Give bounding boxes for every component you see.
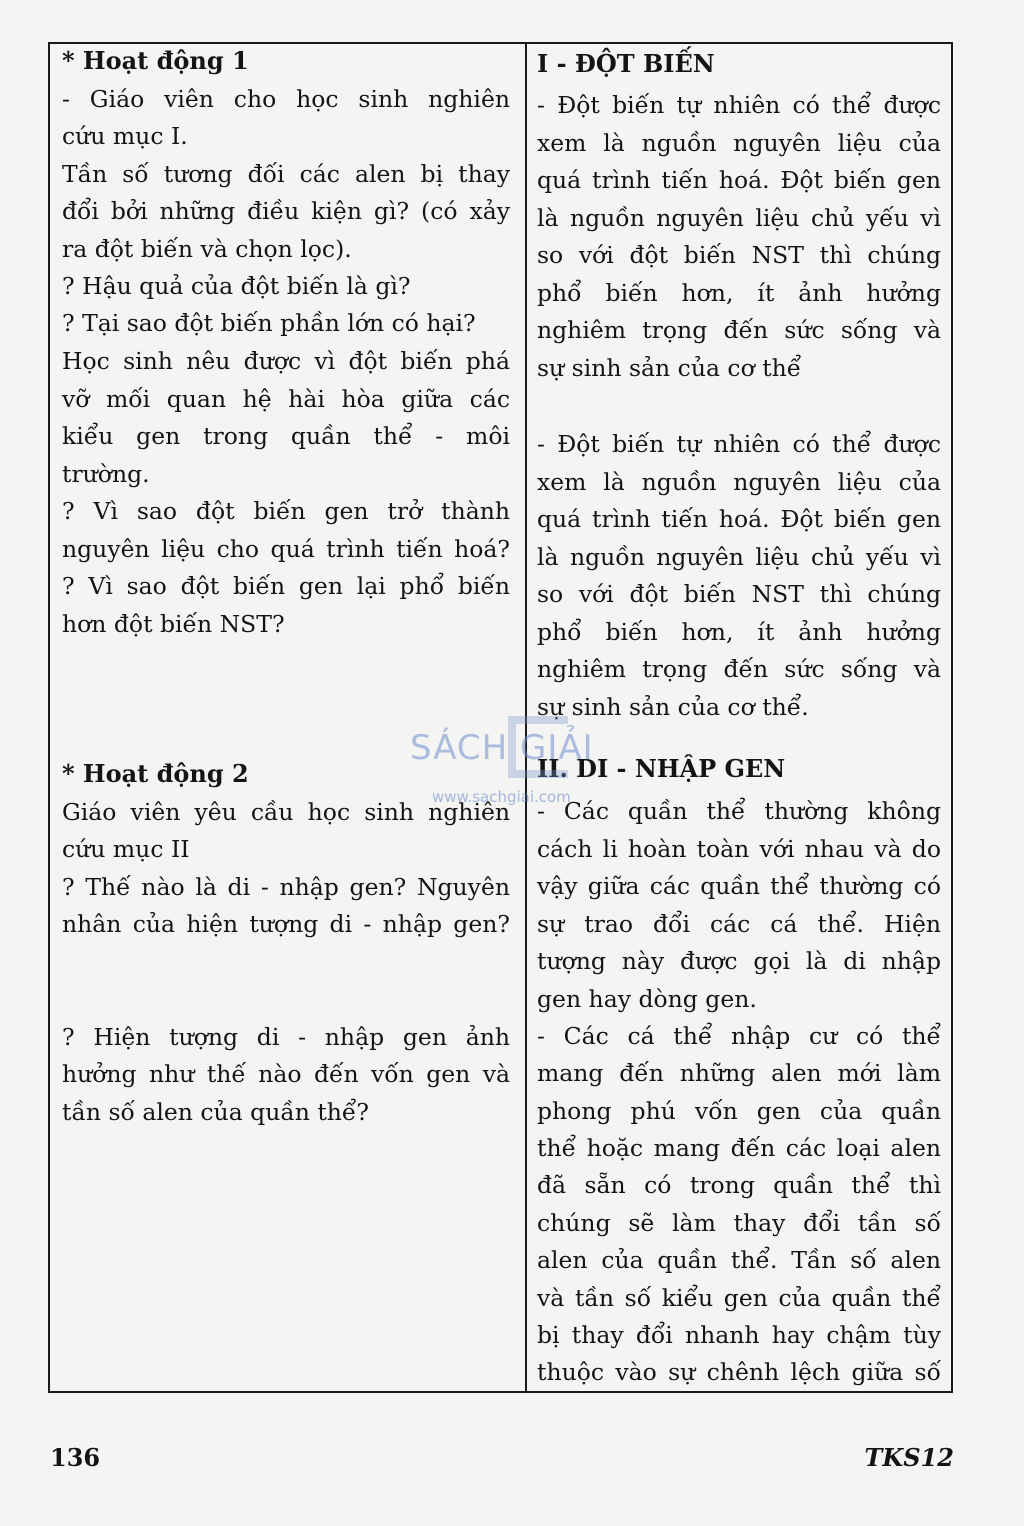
section2-line: - Các cá thể nhập cư có thể [537,1022,941,1050]
section1-line: so với đột biến NST thì chúng [537,580,941,608]
question-line: nhân của hiện tượng di - nhập gen? [62,910,510,938]
question-line: nguyên liệu cho quá trình tiến hoá? [62,535,510,563]
section2-line: alen của quần thể. Tần số alen [537,1246,941,1274]
section1-line: so với đột biến NST thì chúng [537,241,941,269]
section1-line: là nguồn nguyên liệu chủ yếu vì [537,204,941,232]
activity1-line: đổi bởi những điều kiện gì? (có xảy [62,197,510,225]
section1-line: xem là nguồn nguyên liệu của [537,129,941,157]
activity1-line: vỡ mối quan hệ hài hòa giữa các [62,385,510,413]
activity1-line: kiểu gen trong quần thể - môi [62,422,510,450]
activity1-line: cứu mục I. [62,122,188,150]
content-table [48,42,953,1393]
activity2-line: cứu mục II [62,835,190,863]
activity2-heading: * Hoạt động 2 [62,759,249,788]
question-line: ? Vì sao đột biến gen trở thành [62,497,510,525]
section2-line: mang đến những alen mới làm [537,1059,941,1087]
teacher-activity-column [50,44,525,1391]
activity1-line: trường. [62,460,150,488]
section2-line: vậy giữa các quần thể thường có [537,872,941,900]
question-line: ? Hậu quả của đột biến là gì? [62,272,411,300]
section1-line: nghiêm trọng đến sức sống và [537,316,941,344]
section1-line: nghiêm trọng đến sức sống và [537,655,941,683]
section2-line: và tần số kiểu gen của quần thể [537,1284,941,1312]
content-column [527,44,953,1391]
section1-line: xem là nguồn nguyên liệu của [537,468,941,496]
activity1-line: Tần số tương đối các alen bị thay [62,160,510,188]
section1-line: quá trình tiến hoá. Đột biến gen [537,505,941,533]
section2-heading: II. DI - NHẬP GEN [537,754,786,783]
section2-line: bị thay đổi nhanh hay chậm tùy [537,1321,941,1349]
question-line: ? Tại sao đột biến phần lớn có hại? [62,309,476,337]
activity1-line: Học sinh nêu được vì đột biến phá [62,347,510,375]
section2-line: thuộc vào sự chênh lệch giữa số [537,1358,941,1386]
section1-line: quá trình tiến hoá. Đột biến gen [537,166,941,194]
section2-line: chúng sẽ làm thay đổi tần số [537,1209,941,1237]
watermark-brand: SÁCH GIẢI [410,728,594,768]
section2-line: thể hoặc mang đến các loại alen [537,1134,941,1162]
section1-line: - Đột biến tự nhiên có thể được [537,91,941,119]
section2-line: đã sẵn có trong quần thể thì [537,1171,941,1199]
question-line: tần số alen của quần thể? [62,1098,369,1126]
activity1-line: - Giáo viên cho học sinh nghiên [62,85,510,113]
watermark-url: www.sachgiai.com [432,788,571,806]
section1-line: phổ biến hơn, ít ảnh hưởng [537,618,941,646]
question-line: hơn đột biến NST? [62,610,285,638]
section2-line: gen hay dòng gen. [537,985,757,1013]
section1-heading: I - ĐỘT BIẾN [537,49,715,78]
question-line: ? Thế nào là di - nhập gen? Nguyên [62,873,510,901]
question-line: ? Vì sao đột biến gen lại phổ biến [62,572,510,600]
section1-line: - Đột biến tự nhiên có thể được [537,430,941,458]
section1-line: sự sinh sản của cơ thể. [537,693,809,721]
activity1-heading: * Hoạt động 1 [62,46,249,75]
activity2-line: Giáo viên yêu cầu học sinh nghiên [62,798,510,826]
section2-line: sự trao đổi các cá thể. Hiện [537,910,941,938]
section1-line: phổ biến hơn, ít ảnh hưởng [537,279,941,307]
section2-line: tượng này được gọi là di nhập [537,947,941,975]
section2-line: phong phú vốn gen của quần [537,1097,941,1125]
question-line: hưởng như thế nào đến vốn gen và [62,1060,510,1088]
activity1-line: ra đột biến và chọn lọc). [62,235,352,263]
book-code: TKS12 [864,1443,954,1472]
page-number: 136 [50,1443,101,1472]
section1-line: là nguồn nguyên liệu chủ yếu vì [537,543,941,571]
section1-line: sự sinh sản của cơ thể [537,354,802,382]
question-line: ? Hiện tượng di - nhập gen ảnh [62,1023,510,1051]
section2-line: cách li hoàn toàn với nhau và do [537,835,941,863]
section2-line: - Các quần thể thường không [537,797,941,825]
